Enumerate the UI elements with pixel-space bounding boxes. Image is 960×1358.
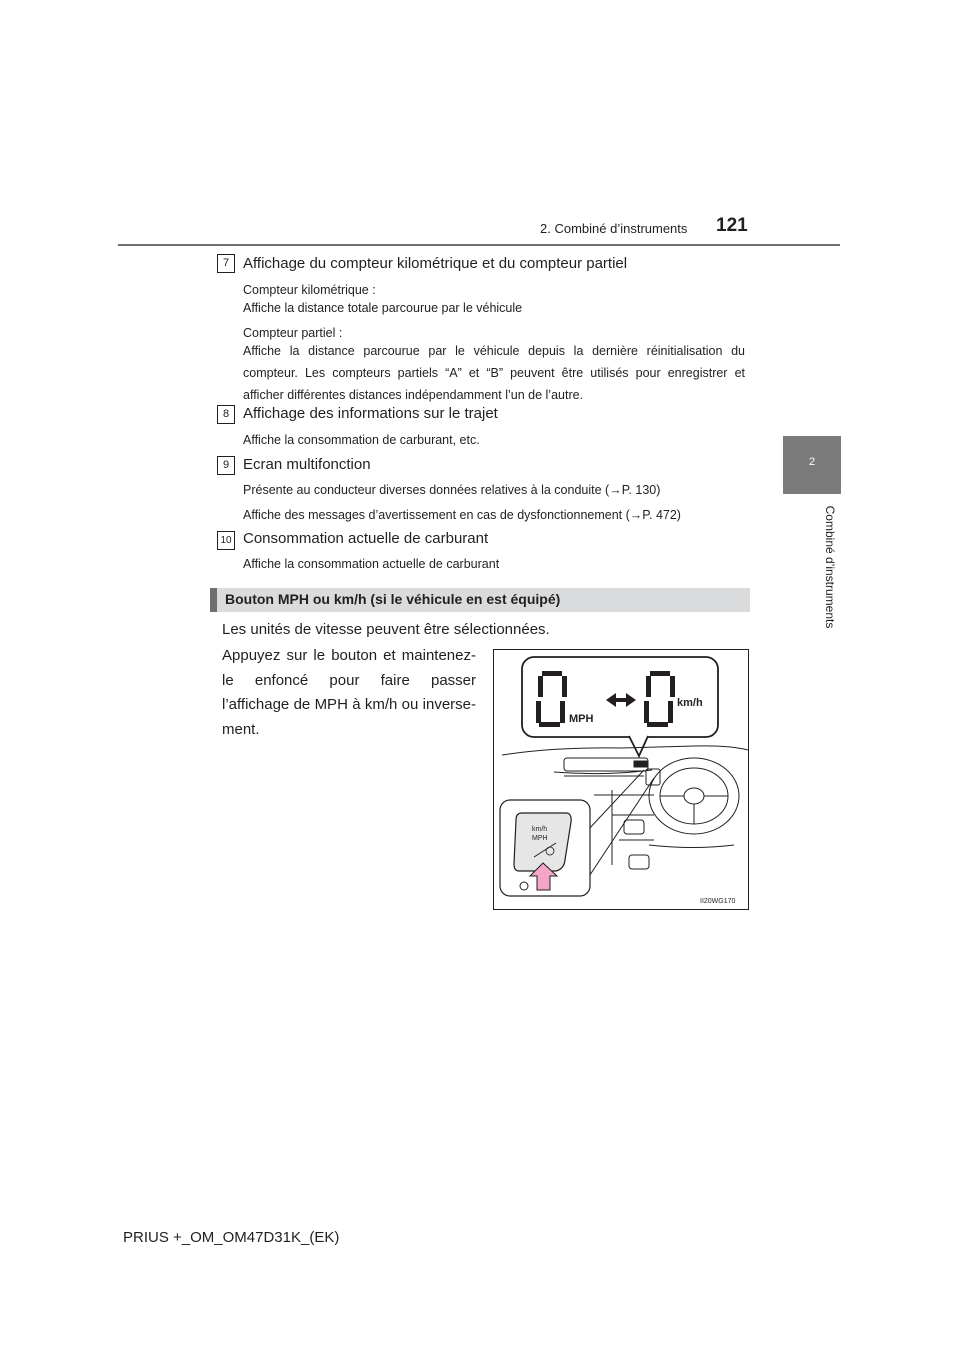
item-number-badge: 9 [217,456,235,475]
section-heading-bar [210,588,750,612]
item-number-badge: 10 [217,531,235,550]
item-description: Affiche la consommation de carburant, etc. [243,433,480,447]
item-title: Ecran multifonction [243,456,371,473]
item-description: Affiche la distance totale parcourue par le véhicule [243,301,523,315]
item-number-badge: 8 [217,405,235,424]
callout-pointer [629,736,648,756]
button-label-mph: MPH [532,835,548,842]
button-label-kmh: km/h [532,826,548,833]
chapter-tab-number: 2 [808,456,816,468]
item-description: Présente au conducteur diverses données relatives à la conduite (→P. 130) [243,483,661,497]
section-intro: Les unités de vitesse peuvent être sélectionnées. [222,621,550,638]
item-title: Affichage des informations sur le trajet [243,405,498,422]
section-instruction: Appuyez sur le bouton et maintenez-le enfoncé pour faire passer l’affichage de MPH à km/h ou inverse-ment. [222,647,476,738]
chapter-tab [783,436,841,494]
header-section-title: 2. Combiné d’instruments [540,221,688,236]
item-description: Compteur kilométrique : [243,283,376,297]
display-unit-right: km/h [677,697,703,709]
dashboard-illustration [493,649,749,910]
page-number: 121 [716,215,748,236]
chapter-tab-label: Combiné d’instruments [823,505,837,629]
item-title: Consommation actuelle de carburant [243,530,489,547]
item-description: Affiche la distance parcourue par le véhicule depuis la dernière réinitialisation du compteur. Les compteurs partiels “A” et “B” peuvent être utilisés pour enregistrer et afficher différentes distances indépendamment l’un de l’autre. [243,344,745,402]
item-description: Affiche des messages d’avertissement en cas de dysfonctionnement (→P. 472) [243,508,681,522]
dashboard-illustration-svg [494,650,748,909]
figure-code: II20WG170 [700,898,736,905]
section-heading: Bouton MPH ou km/h (si le véhicule en est équipé) [225,591,561,607]
item-description: Compteur partiel : [243,326,343,340]
document-id: PRIUS +_OM_OM47D31K_(EK) [123,1229,340,1246]
item-description: Affiche la consommation actuelle de carburant [243,557,500,571]
display-unit-left: MPH [569,713,594,725]
item-number-badge: 7 [217,254,235,273]
item-title: Affichage du compteur kilométrique et du compteur partiel [243,255,628,272]
header-divider [118,244,840,246]
